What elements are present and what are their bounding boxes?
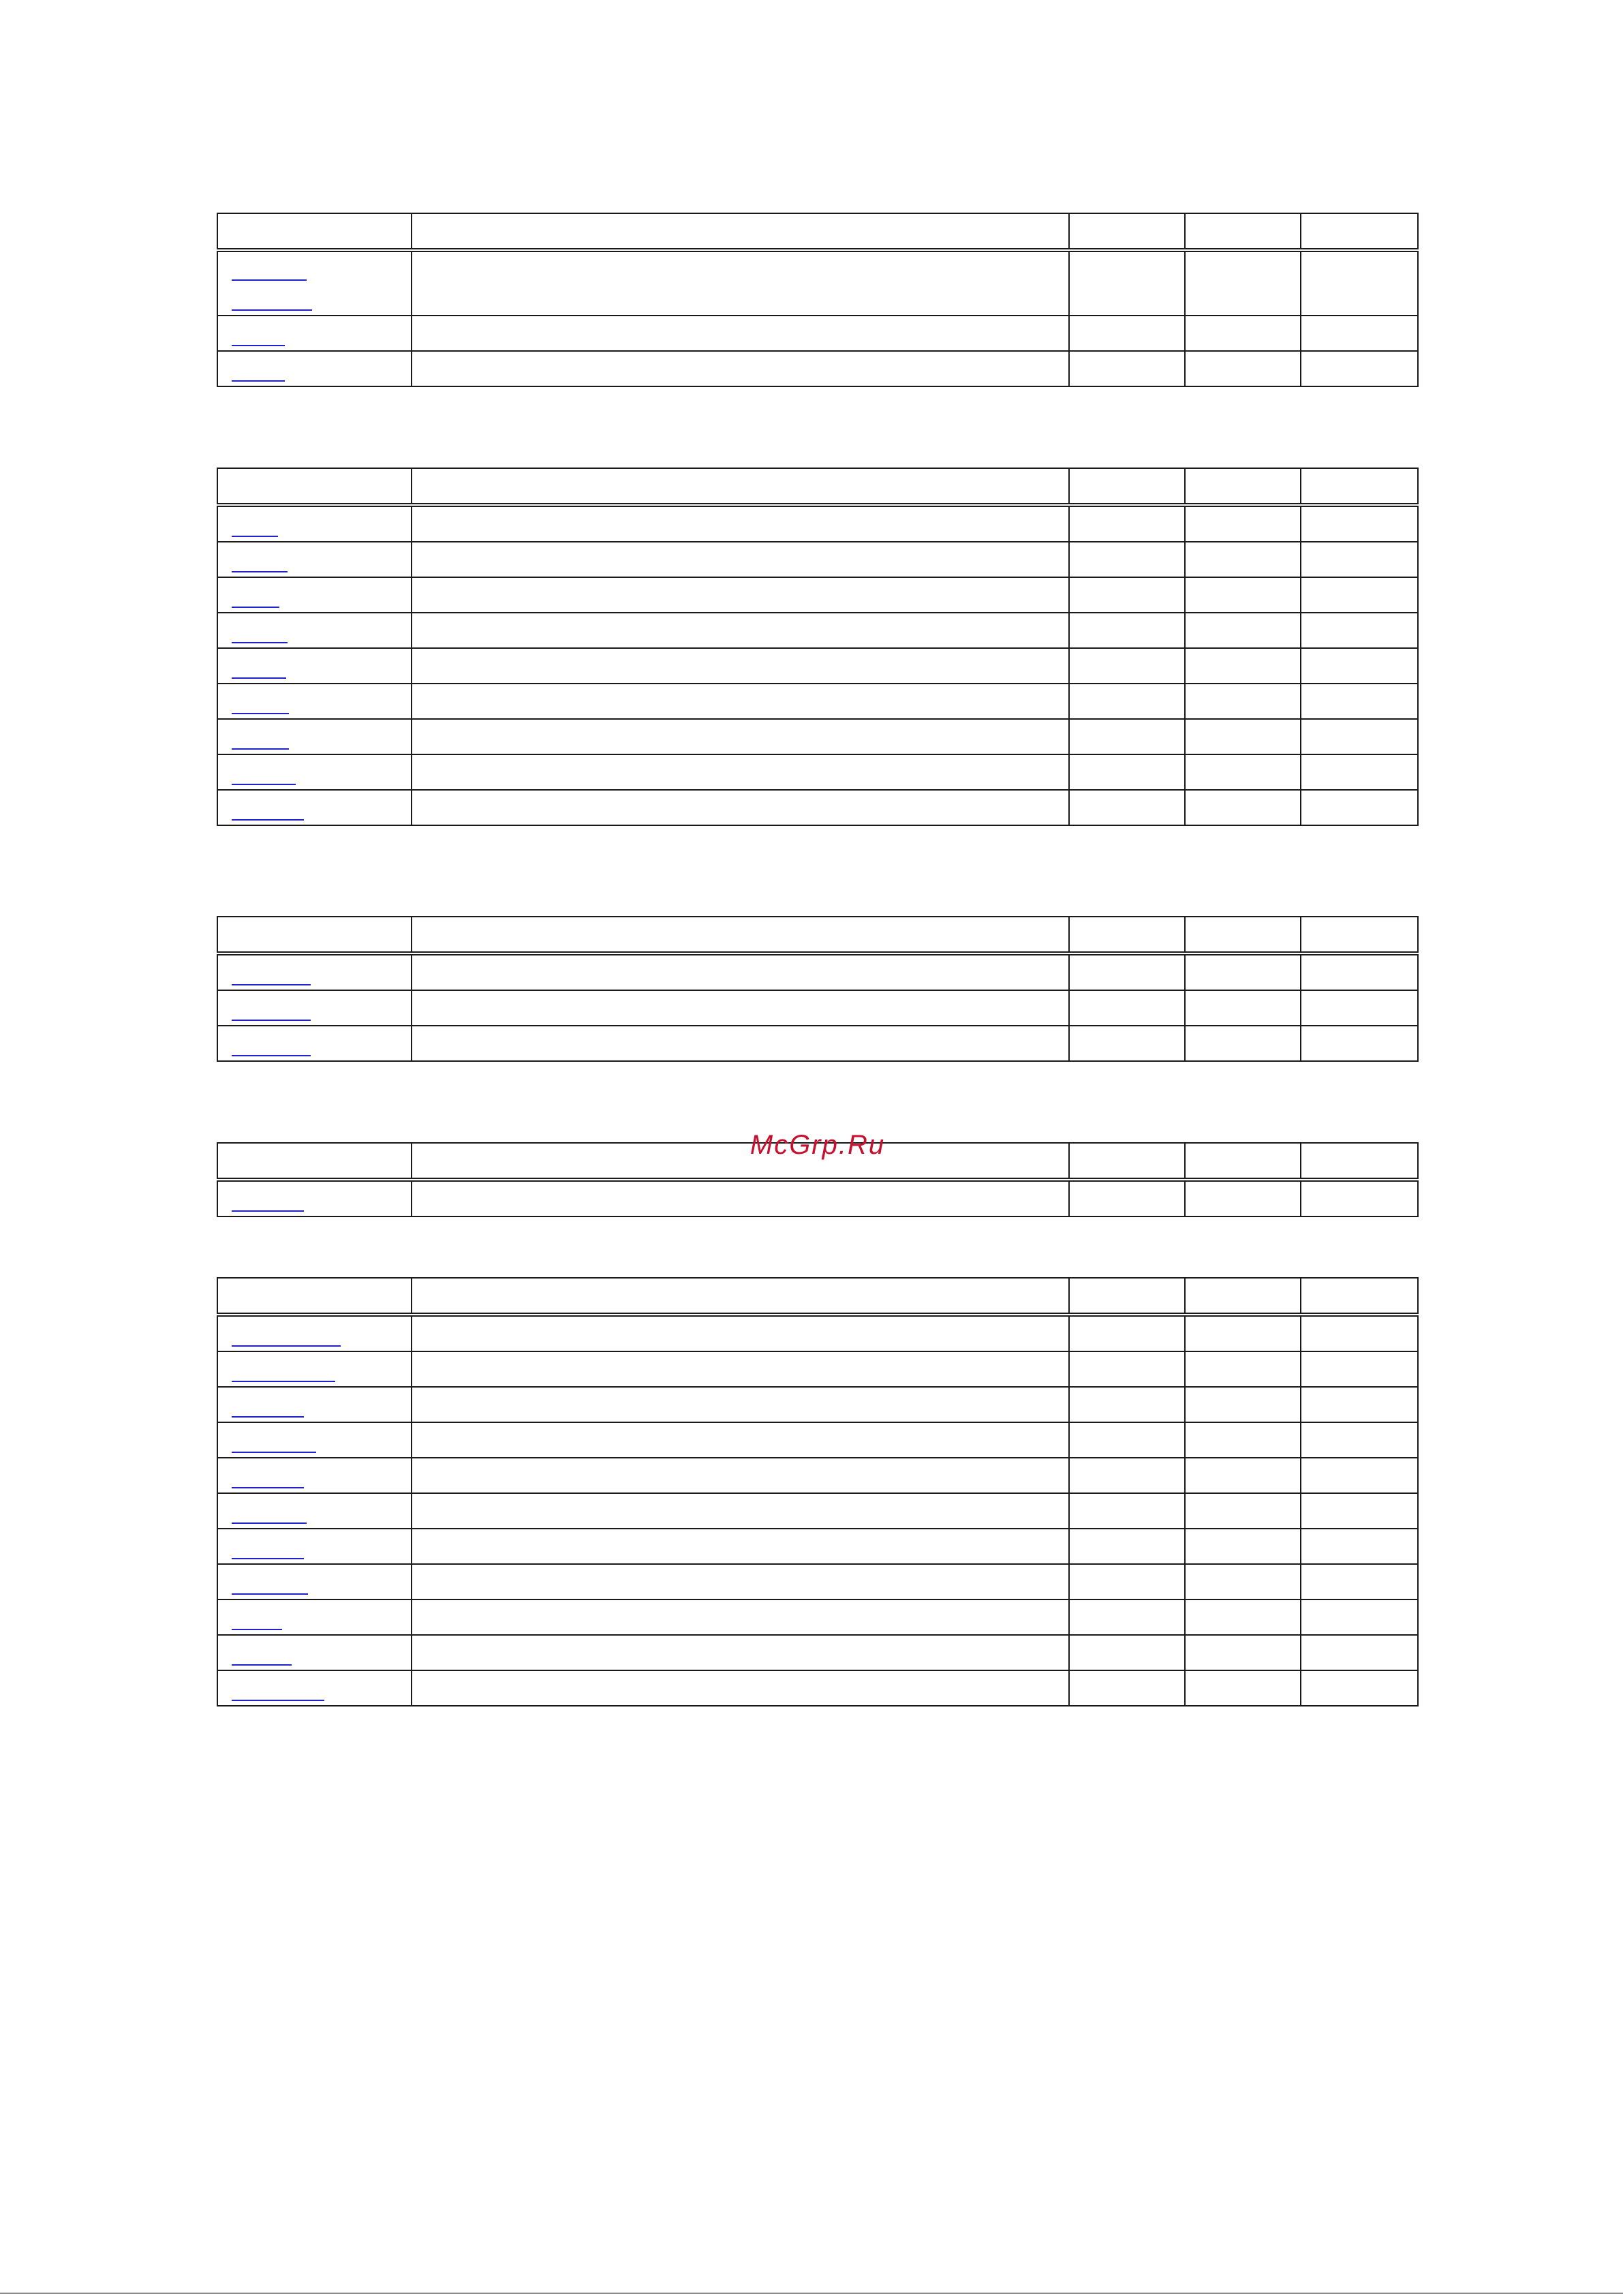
table-row: [217, 542, 1418, 577]
table-row: [217, 1180, 1418, 1216]
link-cell[interactable]: [217, 684, 412, 719]
table-row: [217, 316, 1418, 351]
table-row: [217, 990, 1418, 1026]
table-row: [217, 505, 1418, 542]
table-row: [217, 1493, 1418, 1529]
table-row: [217, 648, 1418, 684]
link[interactable]: [232, 1558, 304, 1559]
table-5: [217, 1277, 1419, 1706]
link[interactable]: [232, 1210, 304, 1212]
table-row: [217, 1351, 1418, 1387]
bottom-rule: [0, 2293, 1623, 2294]
link-cell[interactable]: [217, 505, 412, 542]
table-row: [217, 351, 1418, 386]
table-1: [217, 213, 1419, 387]
link[interactable]: [232, 642, 288, 643]
table-row: [217, 1422, 1418, 1458]
table-header-row: [217, 1278, 1418, 1315]
link-cell[interactable]: [217, 1458, 412, 1493]
link-cell[interactable]: [217, 1315, 412, 1351]
table-row: [217, 1670, 1418, 1706]
link-cell[interactable]: [217, 1599, 412, 1635]
table-row: [217, 790, 1418, 825]
link[interactable]: [232, 1629, 282, 1630]
link[interactable]: [232, 819, 304, 821]
link[interactable]: [232, 607, 279, 608]
link-cell[interactable]: [217, 1422, 412, 1458]
link[interactable]: [232, 713, 289, 714]
table-row: [217, 754, 1418, 790]
table-row: [217, 1564, 1418, 1599]
link-cell[interactable]: [217, 648, 412, 684]
table-row: [217, 1315, 1418, 1351]
link[interactable]: [232, 984, 311, 985]
link[interactable]: [232, 345, 285, 346]
link-cell[interactable]: [217, 1026, 412, 1061]
table-row: [217, 684, 1418, 719]
watermark: McGrp.Ru: [749, 1130, 886, 1160]
link-cell[interactable]: [217, 1387, 412, 1422]
link[interactable]: [232, 279, 307, 281]
table-header-row: [217, 917, 1418, 953]
link-cell[interactable]: [217, 1180, 412, 1216]
link[interactable]: [232, 1381, 335, 1382]
link-cell[interactable]: [217, 953, 412, 990]
link-cell[interactable]: [217, 719, 412, 754]
link[interactable]: [232, 309, 312, 311]
link[interactable]: [232, 1055, 311, 1056]
link[interactable]: [232, 1345, 341, 1347]
table-row: [217, 1458, 1418, 1493]
link-cell[interactable]: [217, 577, 412, 613]
table-row: [217, 613, 1418, 648]
link[interactable]: [232, 1664, 292, 1666]
table-row: [217, 953, 1418, 990]
table-row: [217, 577, 1418, 613]
table-row: [217, 1635, 1418, 1670]
link-cell[interactable]: [217, 1635, 412, 1670]
link-cell[interactable]: [217, 990, 412, 1026]
link-cell[interactable]: [217, 316, 412, 351]
table-row: [217, 719, 1418, 754]
table-row: [217, 1387, 1418, 1422]
table-2: [217, 468, 1419, 826]
table-row: [217, 1599, 1418, 1635]
link-cell[interactable]: [217, 1493, 412, 1529]
link-cell[interactable]: [217, 1351, 412, 1387]
link[interactable]: [232, 748, 289, 750]
link[interactable]: [232, 1452, 316, 1453]
link[interactable]: [232, 380, 285, 382]
link-cell[interactable]: [217, 754, 412, 790]
link-cell[interactable]: [217, 1529, 412, 1564]
table-header-row: [217, 213, 1418, 250]
link-cell[interactable]: [217, 1670, 412, 1706]
link[interactable]: [232, 784, 296, 785]
link[interactable]: [232, 1487, 304, 1488]
link-cell[interactable]: [217, 790, 412, 825]
link[interactable]: [232, 1700, 324, 1701]
link[interactable]: [232, 571, 288, 572]
link-cell[interactable]: [217, 250, 412, 316]
link[interactable]: [232, 536, 278, 537]
link[interactable]: [232, 1593, 308, 1595]
link[interactable]: [232, 1416, 304, 1418]
table-row: [217, 250, 1418, 316]
link-cell[interactable]: [217, 613, 412, 648]
table-3: [217, 916, 1419, 1062]
link-cell[interactable]: [217, 1564, 412, 1599]
table-row: [217, 1529, 1418, 1564]
link[interactable]: [232, 677, 286, 679]
table-header-row: [217, 468, 1418, 505]
link-cell[interactable]: [217, 542, 412, 577]
link[interactable]: [232, 1522, 307, 1524]
link-cell[interactable]: [217, 351, 412, 386]
table-row: [217, 1026, 1418, 1061]
link[interactable]: [232, 1020, 311, 1021]
